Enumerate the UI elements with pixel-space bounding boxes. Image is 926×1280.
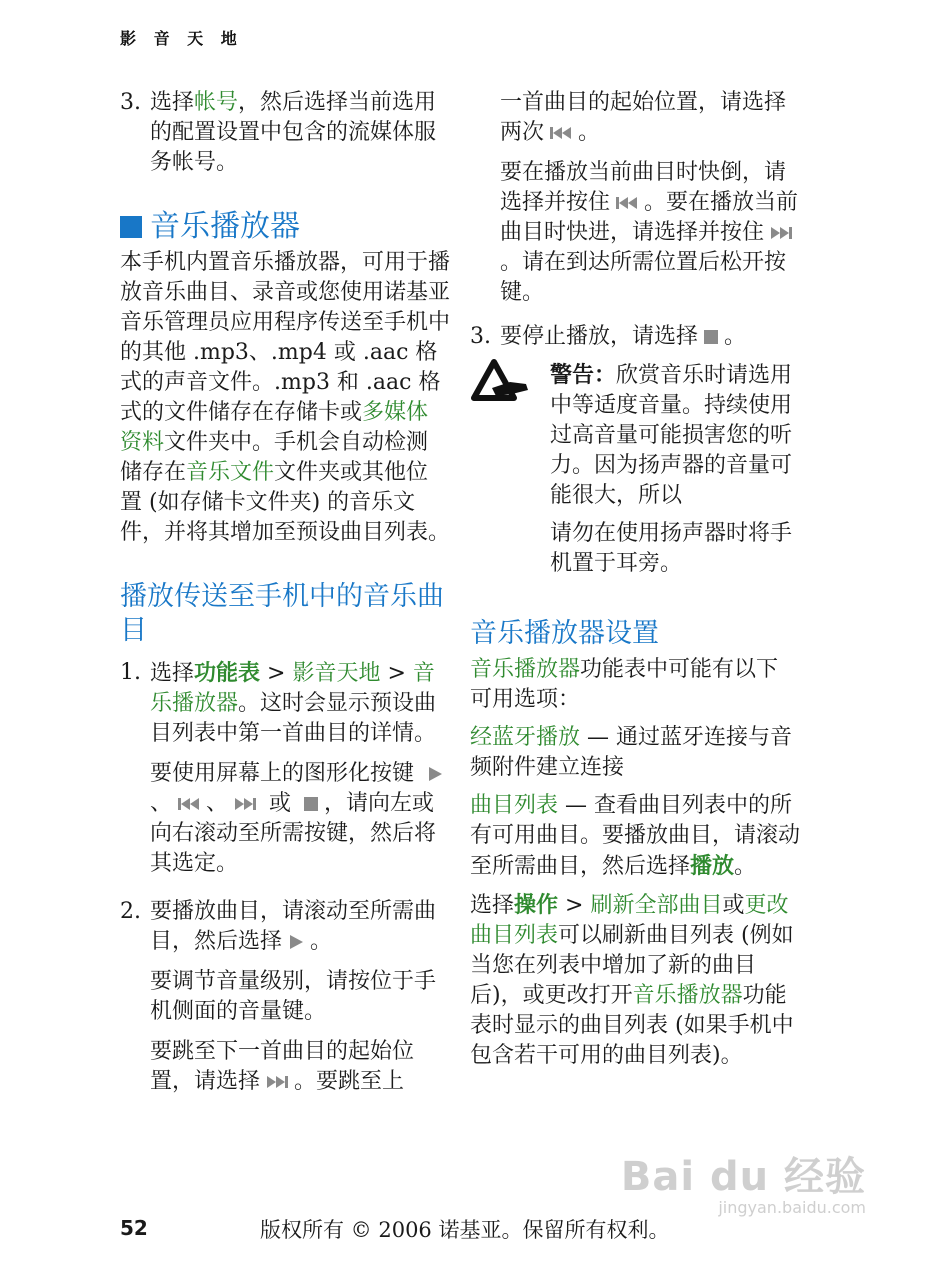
para-text: 功能表时显示的曲目列表 (如果手机中包含若干可用的曲目列表)。 [470, 983, 794, 1068]
step-3-account [120, 88, 450, 178]
settings-heading: 音乐播放器设置 [470, 618, 659, 649]
continue-paragraph [470, 88, 800, 148]
para-text: 或 [722, 893, 745, 918]
step-3-stop [470, 322, 800, 352]
para-text: 要在播放当前曲目时快倒，请选择并按住 [500, 160, 787, 215]
previous-icon [548, 124, 574, 142]
previous-icon [614, 194, 640, 212]
next-icon [232, 795, 258, 813]
play-transferred-heading: 播放传送至手机中的音乐曲目 [120, 581, 444, 646]
play-icon [425, 764, 445, 784]
options-link[interactable]: 操作 [514, 892, 559, 918]
para-text: — 查看曲目列表中的所有可用曲目。要播放曲目，请滚动至所需曲目，然后选择 [470, 793, 801, 879]
step-number: 3. [470, 324, 491, 349]
watermark-url: jingyan.baidu.com [718, 1198, 866, 1217]
para-text: 。要在播放当前曲目时快进，请选择并按住 [500, 190, 799, 245]
warning-label: 警告： [550, 362, 617, 388]
next-icon [264, 1073, 290, 1091]
bluetooth-option [470, 723, 800, 783]
step-text: 。 [310, 929, 333, 954]
step-number: 2. [120, 899, 141, 924]
step-text: ，然后选择当前选用的配置设置中包含的流媒体服务帐号。 [150, 90, 437, 175]
media-link[interactable]: 影音天地 [292, 661, 381, 686]
right-column [470, 88, 800, 1071]
graphic-keys-paragraph [150, 759, 450, 879]
intro-text: 文件夹中。手机会自动检测储存在 [120, 430, 429, 485]
separator: > [380, 661, 413, 686]
options-paragraph [470, 890, 800, 1071]
para-text: 要使用屏幕上的图形化按键 [150, 761, 415, 786]
warning-icon [470, 358, 532, 408]
bluetooth-link[interactable]: 经蓝牙播放 [470, 725, 581, 750]
warning-text: 欣赏音乐时请选用中等适度音量。持续使用过高音量可能损害您的听力。因为扬声器的音量可能很大，所以 [550, 363, 793, 508]
step-text: 要停止播放，请选择 [500, 324, 699, 349]
para-text: 一首曲目的起始位置，请选择两次 [500, 90, 787, 145]
section-header: 影 音 天 地 [120, 29, 243, 48]
separator: > [260, 661, 293, 686]
para-text: 功能表中可能有以下可用选项： [470, 657, 779, 712]
stop-icon [302, 795, 320, 813]
separator: > [558, 893, 591, 918]
step-number: 1. [120, 660, 141, 685]
intro-paragraph [120, 248, 450, 548]
copyright: 版权所有 © 2006 诺基亚。保留所有权利。 [260, 1218, 670, 1242]
heading-square-icon [120, 216, 142, 238]
step-number: 3. [120, 90, 141, 115]
para-text: — 通过蓝牙连接与音频附件建立连接 [470, 725, 793, 780]
menu-link[interactable]: 功能表 [194, 660, 261, 686]
next-icon [768, 224, 794, 242]
para-text: 选择 [470, 893, 515, 918]
para-text: 。要跳至上 [294, 1069, 405, 1094]
music-files-link[interactable]: 音乐文件 [186, 460, 275, 485]
step-2 [120, 897, 450, 1097]
para-text: 要跳至下一首曲目的起始位置，请选择 [150, 1039, 415, 1094]
tracklist-link[interactable]: 曲目列表 [470, 793, 559, 818]
change-tracklist-link[interactable]: 更改曲目列表 [470, 893, 789, 948]
skip-paragraph [150, 1037, 450, 1097]
rewind-paragraph [470, 158, 800, 308]
heading-text: 音乐播放器 [150, 209, 300, 244]
play-link[interactable]: 播放 [690, 853, 735, 879]
step-text: 。 [724, 324, 747, 349]
page-number: 52 [120, 1216, 148, 1240]
step-text: 选择 [150, 661, 195, 686]
para-text: 或 [269, 791, 292, 816]
step-text: 。这时会显示预设曲目列表中第一首曲目的详情。 [150, 691, 437, 746]
watermark [621, 1145, 866, 1217]
para-text: 。请在到达所需位置后松开按键。 [500, 250, 787, 305]
para-text: 、 [206, 791, 229, 816]
para-text: ，请向左或向右滚动至所需按键，然后将其选定。 [150, 791, 437, 876]
music-player-heading [120, 209, 450, 244]
refresh-all-link[interactable]: 刷新全部曲目 [590, 893, 723, 918]
account-link[interactable]: 帐号 [194, 90, 239, 115]
para-text: 、 [150, 791, 173, 816]
previous-icon [176, 795, 202, 813]
music-player-link[interactable]: 音乐播放器 [150, 661, 435, 716]
intro-text: 本手机内置音乐播放器，可用于播放音乐曲目、录音或您使用诺基亚音乐管理员应用程序传送至手机中的其他 .mp3、.mp4 或 .aac 格式的声音文件。.mp3 和 .aac 格式的文件储存在存储卡或 [120, 250, 451, 425]
tracklist-option [470, 791, 800, 882]
play-icon [286, 932, 306, 952]
step-1 [120, 658, 450, 879]
para-text: 。 [578, 120, 601, 145]
intro-text: 文件夹或其他位置 (如存储卡文件夹) 的音乐文件，并将其增加至预设曲目列表。 [120, 460, 451, 545]
gallery-link[interactable]: 多媒体资料 [120, 400, 429, 455]
music-player-link[interactable]: 音乐播放器 [470, 657, 581, 682]
stop-icon [702, 328, 720, 346]
para-text: 。 [734, 854, 757, 879]
volume-paragraph: 要调节音量级别，请按位于手机侧面的音量键。 [150, 969, 437, 1024]
music-player-link[interactable]: 音乐播放器 [632, 983, 743, 1008]
step-text: 要播放曲目，请滚动至所需曲目，然后选择 [150, 899, 437, 954]
left-column [120, 88, 450, 1097]
step-text: 选择 [150, 90, 195, 115]
warning-paragraph-2: 请勿在使用扬声器时将手机置于耳旁。 [550, 521, 793, 576]
warning-paragraph [550, 360, 800, 511]
settings-intro [470, 655, 800, 715]
watermark-logo: Bai du 经验 [620, 1154, 866, 1200]
para-text: 可以刷新曲目列表 (例如当您在列表中增加了新的曲目后)，或更改打开 [470, 923, 794, 1008]
